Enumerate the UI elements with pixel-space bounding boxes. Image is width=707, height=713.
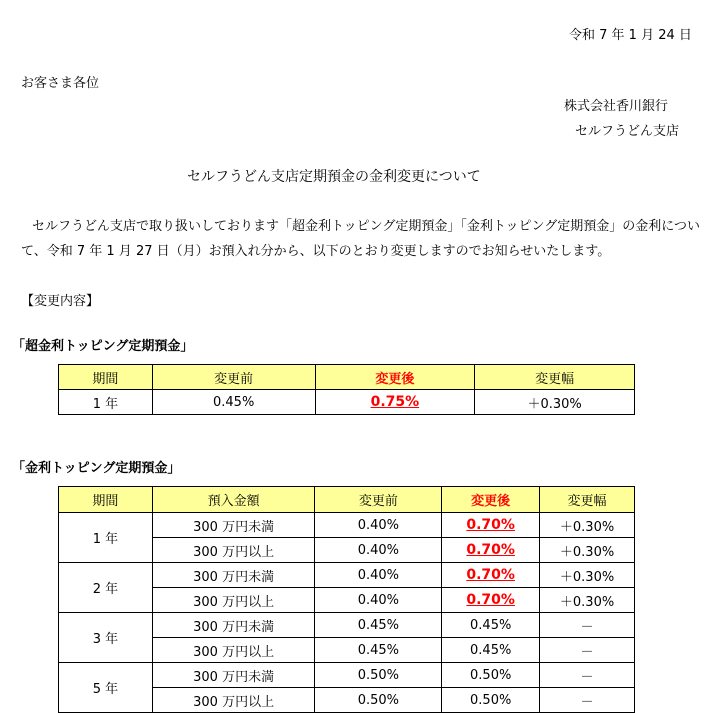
cell-before: 0.45% [315,613,442,638]
body-line-1: セルフうどん支店で取り扱いしております「超金利トッピング定期預金」「金利トッピング定期預金」の金利につい [32,219,700,234]
table2-header-after: 変更後 [442,487,540,513]
cell-amount: 300 万円以上 [152,588,315,613]
cell-amount: 300 万円未満 [152,513,315,538]
cell-after: 0.50% [442,663,540,688]
cell-diff: ＋0.30% [540,513,635,538]
branch-name: セルフうどん支店 [575,124,680,139]
table2-header-period: 期間 [59,487,153,513]
cell-diff: ＋0.30% [475,390,635,415]
cell-after: 0.70% [442,538,540,563]
table2 [58,486,635,713]
cell-period: 5 年 [59,663,153,713]
cell-diff: － [540,613,635,638]
cell-amount: 300 万円未満 [152,613,315,638]
table-row [59,663,635,688]
cell-period: 1 年 [59,513,153,563]
cell-after: 0.75% [315,390,475,415]
cell-diff: ＋0.30% [540,563,635,588]
cell-period: 3 年 [59,613,153,663]
cell-period: 2 年 [59,563,153,613]
cell-after: 0.45% [442,613,540,638]
table1-title: 「超金利トッピング定期預金」 [12,339,194,354]
cell-diff: － [540,638,635,663]
table-row [59,513,635,538]
table1-header-period: 期間 [59,365,153,390]
cell-before: 0.50% [315,663,442,688]
cell-before: 0.50% [315,688,442,713]
table2-header-amount: 預入金額 [152,487,315,513]
cell-diff: － [540,663,635,688]
table1-header-before: 変更前 [152,365,315,390]
cell-amount: 300 万円以上 [152,688,315,713]
table1-header-diff: 変更幅 [475,365,635,390]
cell-before: 0.45% [152,390,315,415]
cell-diff: ＋0.30% [540,588,635,613]
table1-header-after: 変更後 [315,365,475,390]
cell-before: 0.40% [315,563,442,588]
cell-amount: 300 万円未満 [152,663,315,688]
date: 令和 7 年 1 月 24 日 [569,28,692,43]
table1 [58,364,635,415]
table-row [59,613,635,638]
body-line-2: て、令和 7 年 1 月 27 日（月）お預入れ分から、以下のとおり変更しますのでお知らせいたします。 [21,244,611,259]
cell-after: 0.70% [442,563,540,588]
cell-before: 0.40% [315,513,442,538]
section-label: 【変更内容】 [21,294,100,309]
cell-amount: 300 万円未満 [152,563,315,588]
cell-before: 0.40% [315,588,442,613]
cell-amount: 300 万円以上 [152,638,315,663]
cell-diff: ＋0.30% [540,538,635,563]
table2-header-before: 変更前 [315,487,442,513]
cell-before: 0.40% [315,538,442,563]
table2-title: 「金利トッピング定期預金」 [12,461,181,476]
cell-amount: 300 万円以上 [152,538,315,563]
table-row [59,390,635,415]
cell-before: 0.45% [315,638,442,663]
cell-after: 0.70% [442,588,540,613]
page-title: セルフうどん支店定期預金の金利変更について [187,169,481,185]
table2-header-diff: 変更幅 [540,487,635,513]
addressee: お客さま各位 [21,76,100,91]
cell-period: 1 年 [59,390,153,415]
bank-name: 株式会社香川銀行 [564,99,669,114]
cell-after: 0.50% [442,688,540,713]
cell-after: 0.70% [442,513,540,538]
table-row [59,563,635,588]
cell-diff: － [540,688,635,713]
cell-after: 0.45% [442,638,540,663]
